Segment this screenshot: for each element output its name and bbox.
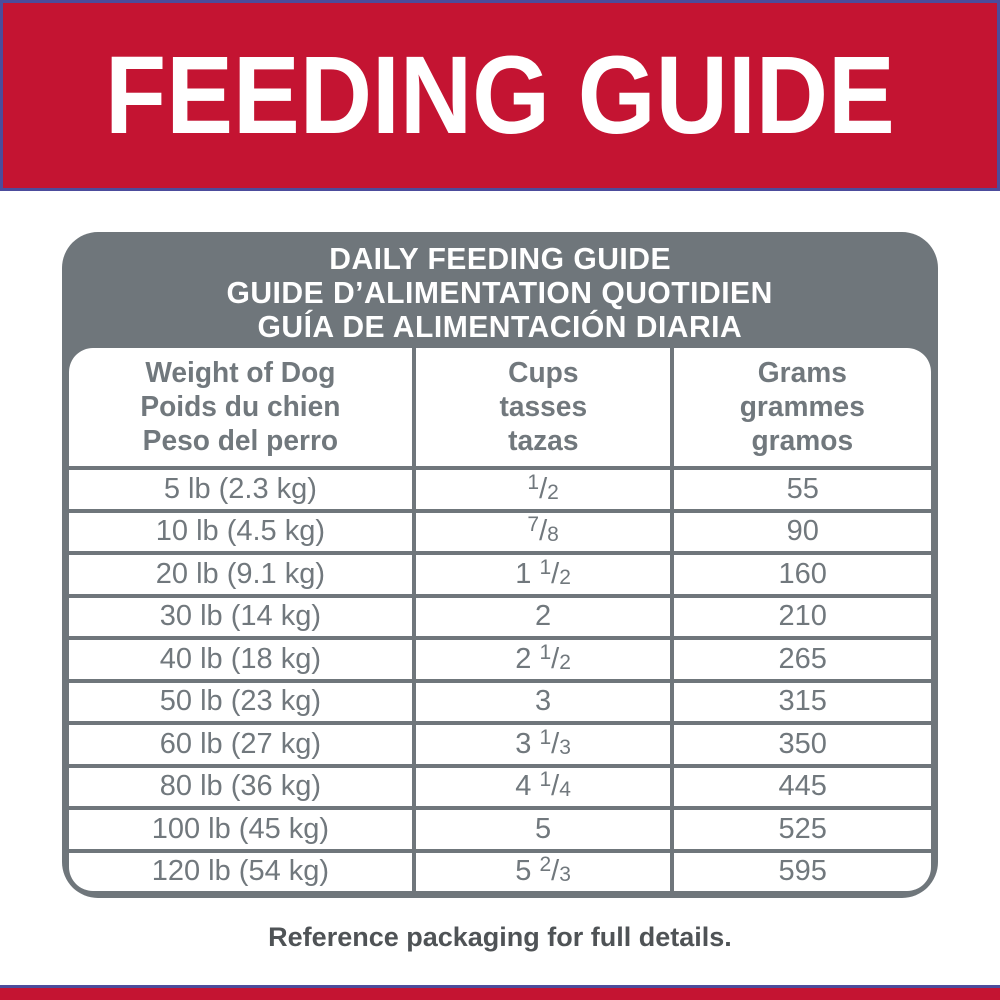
card-title-block (62, 232, 938, 348)
col-header-grams-fr: grammes (740, 391, 866, 423)
table-row (69, 808, 931, 851)
grams-cell: 160 (672, 553, 931, 596)
col-header-cups-es: tazas (507, 425, 579, 457)
cups-fraction-slash: / (551, 770, 560, 803)
table-row (69, 681, 931, 724)
cups-fraction-slash: / (551, 557, 560, 590)
cups-whole: 4 (515, 770, 532, 803)
cups-fraction-denominator: 3 (559, 735, 571, 759)
cups-fraction-slash: / (539, 472, 548, 505)
cups-fraction-slash: / (551, 855, 560, 888)
col-header-grams-es: gramos (751, 425, 854, 457)
table-row (69, 851, 931, 891)
col-header-weight-fr: Poids du chien (140, 391, 341, 423)
col-header-cups (414, 348, 673, 468)
cups-cell (414, 553, 673, 596)
table-row (69, 596, 931, 639)
grams-cell: 55 (672, 468, 931, 511)
cups-fraction-slash: / (539, 515, 548, 548)
weight-cell: 50 lb (23 kg) (69, 681, 414, 724)
cups-whole: 2 (515, 642, 532, 675)
weight-cell: 60 lb (27 kg) (69, 723, 414, 766)
cups-fraction-numerator: 1 (527, 470, 540, 494)
cups-whole: 3 (515, 727, 532, 760)
table-row (69, 723, 931, 766)
col-header-cups-fr: tasses (499, 391, 587, 423)
cups-fraction-numerator: 2 (539, 853, 552, 877)
cups-fraction-slash: / (551, 642, 560, 675)
grams-cell: 595 (672, 851, 931, 891)
col-header-cups-en: Cups (507, 357, 579, 389)
table-row (69, 468, 931, 511)
table-row (69, 553, 931, 596)
cups-fraction-numerator: 1 (539, 640, 552, 664)
bottom-red-strip (0, 985, 1000, 1000)
card-title-en: DAILY FEEDING GUIDE (329, 241, 671, 276)
cups-fraction-numerator: 1 (539, 768, 552, 792)
table-row (69, 638, 931, 681)
grams-cell: 265 (672, 638, 931, 681)
cups-cell (414, 766, 673, 809)
col-header-weight (69, 348, 414, 468)
cups-whole: 5 (535, 812, 552, 845)
cups-cell (414, 808, 673, 851)
cups-cell (414, 596, 673, 639)
cups-fraction-denominator: 4 (559, 778, 571, 802)
weight-cell: 10 lb (4.5 kg) (69, 511, 414, 554)
cups-cell (414, 681, 673, 724)
cups-cell (414, 511, 673, 554)
cups-fraction-denominator: 3 (559, 863, 571, 887)
cups-fraction-slash: / (551, 727, 560, 760)
cups-whole: 2 (535, 600, 552, 633)
grams-cell: 90 (672, 511, 931, 554)
weight-cell: 20 lb (9.1 kg) (69, 553, 414, 596)
banner-title: FEEDING GUIDE (105, 33, 895, 157)
card-title-es: GUÍA DE ALIMENTACIÓN DIARIA (257, 309, 743, 344)
col-header-weight-en: Weight of Dog (145, 357, 336, 389)
cups-cell (414, 638, 673, 681)
feeding-table-area (69, 348, 931, 891)
cups-fraction-denominator: 2 (547, 480, 559, 504)
weight-cell: 80 lb (36 kg) (69, 766, 414, 809)
grams-cell: 350 (672, 723, 931, 766)
col-header-weight-es: Peso del perro (142, 425, 339, 457)
cups-fraction-numerator: 1 (539, 555, 552, 579)
header-row (69, 348, 931, 468)
feeding-guide-banner (0, 0, 1000, 191)
weight-cell: 30 lb (14 kg) (69, 596, 414, 639)
card-title-fr: GUIDE D’ALIMENTATION QUOTIDIEN (226, 275, 774, 310)
col-header-grams-en: Grams (758, 357, 848, 389)
grams-cell: 210 (672, 596, 931, 639)
cups-cell (414, 723, 673, 766)
cups-whole: 1 (515, 557, 532, 590)
table-row (69, 511, 931, 554)
cups-fraction-numerator: 1 (539, 725, 552, 749)
cups-fraction-numerator: 7 (527, 513, 540, 537)
footer-note: Reference packaging for full details. (268, 922, 732, 952)
col-header-grams (672, 348, 931, 468)
cups-fraction-denominator: 2 (559, 650, 571, 674)
cups-fraction-denominator: 8 (547, 523, 559, 547)
cups-whole: 5 (515, 855, 532, 888)
grams-cell: 525 (672, 808, 931, 851)
table-row (69, 766, 931, 809)
weight-cell: 120 lb (54 kg) (69, 851, 414, 891)
cups-cell (414, 468, 673, 511)
cups-fraction-denominator: 2 (559, 565, 571, 589)
grams-cell: 445 (672, 766, 931, 809)
weight-cell: 100 lb (45 kg) (69, 808, 414, 851)
cups-whole: 3 (535, 685, 552, 718)
cups-cell (414, 851, 673, 891)
weight-cell: 5 lb (2.3 kg) (69, 468, 414, 511)
grams-cell: 315 (672, 681, 931, 724)
feeding-table (69, 348, 931, 891)
daily-feeding-guide-card (62, 232, 938, 898)
weight-cell: 40 lb (18 kg) (69, 638, 414, 681)
